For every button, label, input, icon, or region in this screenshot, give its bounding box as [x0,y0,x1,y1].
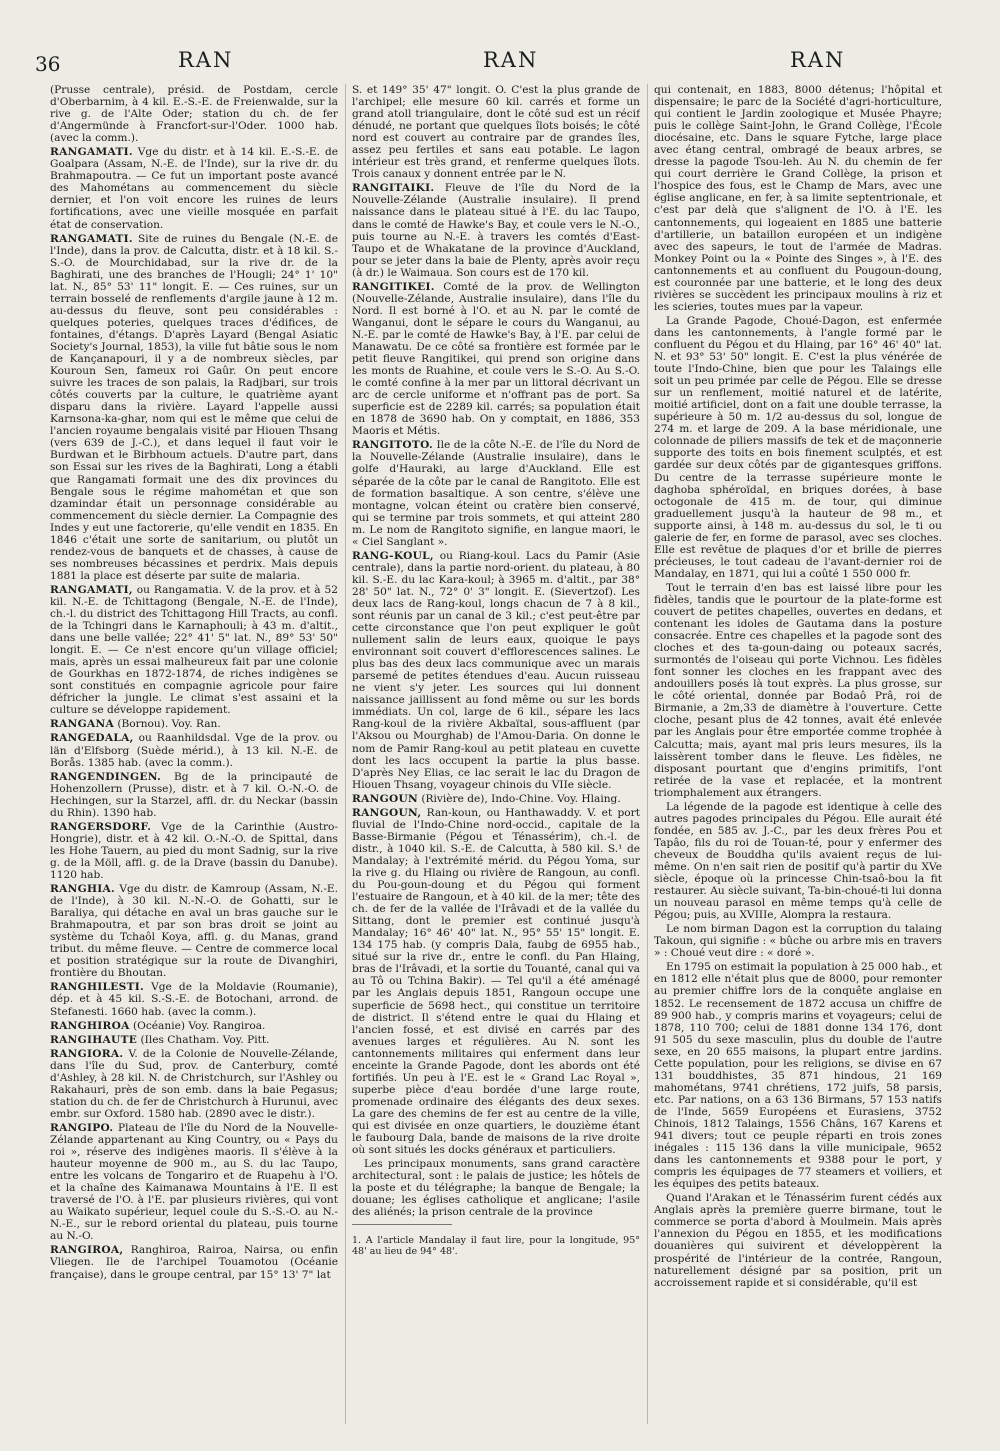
entry-text: ou Riang-koul. Lacs du Pamir (Asie centrale), dans la partie nord-orient. du plateau, à 80 kil. S.-E. du lac Kara-koul; à 3965 m. d'altit., par 38° 28' 50" lat. N., 72° 0' 3" longit. E. (Sievertzof). Les deux lacs de Rang-koul, longs chacun de 7 à 8 kil., sont réunis par un canal de 3 kil.; c'est peut-être par cette circonstance que l'on peut expliquer le goût nullement salin de leurs eaux, quoique le pays environnant soit couvert d'efflorescences salines. Le plus bas des deux lacs communique avec un marais parsemé de petites étendues d'eau. Aucun ruisseau ne vient s'y jeter. Les sources qui lui donnent naissance jaillissent au fond même ou sur les bords immédiats. Un col, large de 6 kil., sépare les lacs Rang-koul de la rivière Akbaïtal, sous-affluent (par l'Aksou ou Mourghab) de l'Amou-Daria. On donne le nom de Pamir Rang-koul au petit plateau en cuvette dont les lacs occupent la partie la plus basse. D'après Ney Elias, ce lac serait le lac du Dragon de Hiouen Thsang, voyageur chinois du VIIe siècle. [352,549,640,791]
entry-headword: RANGEDALA, [50,732,134,745]
entry-headword: RANG-KOUL, [352,549,434,562]
entry-headword: RANGAMATI, [50,583,133,596]
entry-text: (Rivière de), Indo-Chine. Voy. Hlaing. [418,792,621,805]
entry-headword: RANGHILESTI. [50,981,145,994]
dictionary-entry [50,771,338,819]
dictionary-entry [352,182,640,278]
page-header [30,48,960,88]
entry-text: Fleuve de l'île du Nord de la Nouvelle-Zélande (Australie insulaire). Il prend naissance dans le plateau situé à l'E. du lac Taupo, dans le comté de Hawke's Bay, et coule vers le N.-O., puis tourne au N.-E. à travers les comtés d'East-Taupo et de Whakatane de la province d'Auckland, pour se jeter dans la baie de Plenty, après avoir reçu (à dr.) le Waimaua. Son cours est de 170 kil. [352,182,640,279]
dictionary-entry [352,807,640,1156]
entry-text: ou Rangamatia. V. de la prov. et à 52 kil. N.-E. de Tchittagong (Bengale, N.-E. de l'Inde), ch.-l. du district des Tchittagong Hill Tracts, au confl. de la Tchingri dans le Karnaphouli; à 43 m. d'altit., dans une belle vallée; 22° 41' 5" lat. N., 89° 53' 50" longit. E. — Ce n'est encore qu'un village officiel; mais, après un essai malheureux fait par une colonie de Gourkhas en 1872-1874, de riches indigènes se sont constitués en compagnie agricole pour faire défricher la jungle. Le climat s'est assaini et la culture se développe rapidement. [50,583,338,717]
dictionary-entry [50,732,338,768]
entry-text: V. de la Colonie de Nouvelle-Zélande, dans l'île du Sud, prov. de Canterbury, comté d'Ashley, à 28 kil. N. de Christchurch, sur l'Ashley ou Rakahauri, près de son emb. dans la baie Pegasus; station du ch. de fer de Christchurch à Hurunui, avec embr. sur Oxford. 1580 hab. (2890 avec le distr.). [50,1047,338,1120]
dictionary-entry [50,146,338,230]
entry-headword: RANGANA [50,718,114,731]
entry-text: Vge du distr. de Kamroup (Assam, N.-E. de l'Inde), à 30 kil. N.-N.-O. de Gohatti, sur le Baraliya, qui détache en aval un bras gauche sur le Brahmapoutra, et par son bras droit se joint au système du Tchaôl Koya, affl. g. du Manas, grand tribut. du même fleuve. — Centre de commerce local et position stratégique sur la route de Divanghiri, frontière du Bhoutan. [50,883,338,980]
continued-text: (Prusse centrale), présid. de Postdam, cercle d'Oberbarnim, à 4 kil. E.-S.-E. de Freienwalde, sur la rive g. de l'Alte Oder; station du ch. de fer d'Angermünde à Francfort-sur-l'Oder. 1000 hab. (avec la comm.). [50,84,338,145]
paragraph: Les principaux monuments, sans grand caractère architectural, sont : le palais de justice; les hôtels de la poste et du télégraphe; la banque de Bengale; la douane; les églises catholique et anglicane; l'asile des aliénés; la prison centrale de la province [352,1158,640,1219]
dictionary-entry [50,1048,338,1120]
entry-text: (Océanie) Voy. Rangiroa. [129,1019,266,1032]
continued-text: S. et 149° 35' 47" longit. O. C'est la plus grande de l'archipel; elle mesure 60 kil. carrés et forme un grand atoll triangulaire, dont le côté sud est un récif dénudé, ne portant que quelques îlots boisés; le côté nord est couvert au contraire par de grandes îles, assez peu fertiles et sans eau potable. Le lagon intérieur est très grand, et renferme quelques îlots. Trois canaux y donnent entrée par le N. [352,84,640,181]
running-head-center: RAN [483,48,539,72]
column-divider [345,84,346,1424]
entry-text: Comté de la prov. de Wellington (Nouvelle-Zélande, Australie insulaire), dans l'île du Nord. Il est borné à l'O. et au N. par le comté de Wanganui, dont le sépare le cours du Wanganui, au N.-E. par le comté de Hawke's Bay, à l'E. par celui de Manawatu. De ce côté sa frontière est formée par le petit fleuve Rangitikei, qui prend son origine dans les monts de Ruahine, et coule vers le S.-O. Au S.-O. le comté confine à la mer par un littoral décrivant un arc de cercle uniforme et n'offrant pas de port. Sa superficie est de 2289 kil. carrés; sa population était en 1878 de 3690 hab. On y comptait, en 1886, 353 Maoris et Métis. [352,280,640,438]
paragraph: La Grande Pagode, Choué-Dagon, est enfermée dans les cantonnements, à l'angle formé par le confluent du Pégou et du Hlaing, par 16° 46' 40" lat. N. et 93° 53' 50" longit. E. C'est la plus vénérée de toute l'Indo-Chine, bien que pour les Talaings elle soit un peu primée par celle de Pégou. Elle se dresse sur un renflement, moitié naturel et de latérite, moitié artificiel, dont on a fait une double terrasse, la supérieure à 50 m. 1/2 au-dessus du sol, longue de 274 m. et large de 209. A la base méridionale, une colonnade de piliers massifs de tek et de maçonnerie supporte des toits en bois finement sculptés, et est gardée sur deux côtés par de gigantesques griffons. Du centre de la terrasse supérieure monte le daghoba sphéroïdal, en briques dorées, à base octogonale de 415 m. de tour, qui diminue graduellement jusqu'à la hauteur de 98 m., et supporte ainsi, à 148 m. au-dessus du sol, le ti ou galerie de fer, en forme de parasol, avec ses cloches. Elle est revêtue de plaques d'or et brille de pierres précieuses, le tout cadeau de l'avant-dernier roi de Mandalay, en 1871, qui lui a coûté 1 550 000 fr. [654,314,942,580]
entry-headword: RANGIORA. [50,1047,124,1060]
entry-text: Ranghiroa, Rairoa, Nairsa, ou enfin Vliegen. Ile de l'archipel Touamotou (Océanie française), dans le groupe central, par 15° 13' 7" lat [50,1244,338,1281]
entry-text: Plateau de l'île du Nord de la Nouvelle-Zélande appartenant au King Country, ou « Pays du roi », réserve des indigènes maoris. Il s'élève à la hauteur moyenne de 900 m., au S. du lac Taupo, entre les volcans de Tongariro et de Ruapehu à l'O. et la chaîne des Kaimanawa Mountains à l'E. Il est traversé de l'O. à l'E. par plusieurs rivières, qui vont au Waikato supérieur, lequel coule du S.-S.-O. au N.-N.-E., sur le rebord oriental du plateau, puis tourne au N.-O. [50,1121,338,1243]
dictionary-entry [50,1020,338,1032]
entry-headword: RANGIROA, [50,1244,124,1257]
entry-text: Ile de la côte N.-E. de l'île du Nord de la Nouvelle-Zélande (Australie insulaire), dans le golfe d'Hauraki, au large d'Auckland. Elle est séparée de la côte par le canal de Rangitoto. Elle est de formation basaltique. A son centre, s'élève une montagne, volcan éteint ou cratère bien conservé, qui se termine par trois sommets, et qui atteint 280 m. Le nom de Rangitoto signifie, en langue maori, le « Ciel Sanglant ». [352,439,640,548]
entry-text: (Bornou). Voy. Ran. [113,718,221,731]
entry-headword: RANGOUN, [352,806,422,819]
entry-text: Vge du distr. et à 14 kil. E.-S.-E. de Goalpara (Assam, N.-E. de l'Inde), sur la rive dr. du Brahmapoutra. — Ce fut un important poste avancé des Mahométans au commencement du siècle dernier, et l'on voit encore les ruines de leurs fortifications, avec une vieille mosquée en parfait état de conservation. [50,146,338,231]
dictionary-entry [50,821,338,881]
entry-headword: RANGERSDORF. [50,820,152,833]
text-column-1 [50,84,338,1439]
entry-text: Vge de la Moldavie (Roumanie), dép. et à 45 kil. S.-S.-E. de Botochani, arrond. de Stefanesti. 1660 hab. (avec la comm.). [50,981,338,1018]
entry-headword: RANGHIROA [50,1019,130,1032]
dictionary-entry [352,793,640,805]
text-column-2 [352,84,640,1439]
dictionary-entry [50,584,338,717]
paragraph: La légende de la pagode est identique à celle des autres pagodes principales du Pégou. Elle aurait été fondée, en 585 av. J.-C., par les deux frères Pou et Tapâo, fils du roi de Touan-té, pour y enfermer des cheveux de Bouddha qu'ils avaient reçus de lui-même. On n'en sait rien de positif qu'à partir du XVe siècle, époque où la princesse Chin-tsaô-bou la fit restaurer. Au siècle suivant, Ta-bin-choué-ti lui donna un nouveau parasol en même temps qu'à celle de Pégou; puis, au XVIIIe, Alompra la restaura. [654,800,942,922]
dictionary-entry [50,1034,338,1046]
entry-text: (Iles Chatham. Voy. Pitt. [137,1033,270,1046]
dictionary-entry [50,718,338,730]
dictionary-entry [50,1122,338,1242]
text-column-3 [654,84,942,1439]
paragraph: Tout le terrain d'en bas est laissé libre pour les fidèles, tandis que le pourtour de la plate-forme est couvert de petites chapelles, ouvertes en dedans, et contenant les idoles de Gautama dans la posture consacrée. Entre ces chapelles et la pagode sont des cloches et des ta-goun-daing ou poteaux sacrés, surmontés de l'oiseau qui porte Vichnou. Les fidèles font sonner les cloches en les frappant avec des andouillers posés là tout exprès. La plus grosse, sur le côté oriental, donnée par Bodaô Prâ, roi de Birmanie, a 2m,33 de diamètre à l'ouverture. Cette cloche, pesant plus de 42 tonnes, avait été enlevée par les Anglais pour être emportée comme trophée à Calcutta; mais, ayant mal pris leurs mesures, ils la laissèrent tomber dans le fleuve. Les fidèles, ne disposant pourtant que d'engins primitifs, l'ont retirée de la vase et replacée, et la montrent triomphalement aux étrangers. [654,581,942,799]
entry-text: Bg de la principauté de Hohenzollern (Prusse), distr. et à 7 kil. O.-N.-O. de Hechingen, sur la Starzel, affl. dr. du Neckar (bassin du Rhin). 1390 hab. [50,770,338,819]
dictionary-entry [50,883,338,979]
entry-text: Vge de la Carinthie (Austro-Hongrie), distr. et à 42 kil. O.-N.-O. de Spittal, dans les Hohe Tauern, au pied du mont Sadnig, sur la rive g. de la Möll, affl. g. de la Drave (bassin du Danube). 1120 hab. [50,820,338,881]
paragraph: Quand l'Arakan et le Ténassérim furent cédés aux Anglais après la première guerre birmane, tout le commerce se porta d'abord à Moulmein. Mais après l'annexion du Pégou en 1855, et les modifications douanières qui suivirent et développèrent la prospérité de l'intérieur de la contrée, Rangoun, naturellement désigné par sa position, prit un accroissement rapide et si considérable, qu'il est [654,1192,942,1289]
dictionary-entry [352,281,640,438]
footnote: 1. A l'article Mandalay il faut lire, pour la longitude, 95° 48' au lieu de 94° 48'. [352,1234,640,1257]
entry-headword: RANGAMATI. [50,146,133,159]
entry-headword: RANGIPO. [50,1121,114,1134]
dictionary-entry [50,233,338,582]
running-head-right: RAN [790,48,846,72]
dictionary-entry [50,1244,338,1280]
dictionary-entry [352,550,640,791]
paragraph: En 1795 on estimait la population à 25 000 hab., et en 1812 elle n'était plus que de 8000, pour remonter au premier chiffre lors de la conquête anglaise en 1852. Le recensement de 1872 accusa un chiffre de 89 900 hab., y compris marins et voyageurs; celui de 1878, 110 700; celui de 1881 donne 134 176, dont 91 505 du sexe masculin, plus du double de l'autre sexe, en 20 655 maisons, la plupart entre jardins. Cette population, pour les religions, se divise en 67 131 bouddhistes, 35 871 hindous, 21 169 mahométans, 9741 chrétiens, 172 juifs, 58 parsis, etc. Par nations, on a 63 136 Birmans, 57 153 natifs de l'Inde, 5659 Européens et Eurasiens, 3752 Chinois, 1812 Talaings, 1556 Châns, 167 Karens et 941 divers; tout ce peuple réparti en trois zones inégales : 115 136 dans la ville municipale, 9652 dans les cantonnements et 9388 pour le port, y compris les équipages de 77 steamers et voiliers, et les équipes des petits bateaux. [654,961,942,1191]
entry-headword: RANGITOTO. [352,439,433,452]
entry-text: Ran-koun, ou Hanthawaddy. V. et port fluvial de l'Indo-Chine nord-occid., capitale de la Basse-Birmanie (Pégou et Ténassérim), ch.-l. de distr., à 1040 kil. S.-E. de Calcutta, à 580 kil. S.¹ de Mandalay; à l'extrémité mérid. du Pégou Yoma, sur la rive g. du Hlaing ou rivière de Rangoun, au confl. du Pou-goun-doung et du Pégou qui forment l'estuaire de Rangoun, et à 40 kil. de la mer; tête des ch. de fer de la vallée de l'Irâvadi et de la vallée du Sittang, dont le premier est continué jusqu'à Mandalay; 16° 46' 40" lat. N., 95° 55' 15" longit. E. 134 175 hab. (y compris Dala, faubg de 6955 hab., situé sur la rive dr., entre le confl. du Pan Hlaing, bras de l'Irâvadi, et la sortie du Touanté, canal qui va au Tô ou Tchina Bakir). — Tel qu'il a été aménagé par les Anglais depuis 1851, Rangoun occupe une superficie de 5698 hect., qui constitue un territoire de district. Il s'étend entre le quai du Hlaing et l'ancien fossé, et est divisé en carrés par des avenues larges et régulières. Au N. sont les cantonnements militaires qui enferment dans leur enceinte la Grande Pagode, dont les abords ont été fortifiés. Un peu à l'E. est le « Grand Lac Royal », superbe pièce d'eau bordée d'une large route, promenade ordinaire des élégants des deux sexes. La gare des chemins de fer est au centre de la ville, qui est divisée en onze quartiers, le douzième étant le faubourg Dala, bande de maisons de la rive droite où sont situés les docks généraux et particuliers. [352,806,640,1157]
footnote-rule [352,1224,452,1225]
dictionary-entry [352,439,640,547]
entry-headword: RANGHIA. [50,883,116,896]
entry-text: Site de ruines du Bengale (N.-E. de l'Inde), dans la prov. de Calcutta, distr. et à 18 kil. S.-S.-O. de Mourchidabad, sur la rive dr. de la Baghirati, une des branches de l'Hougli; 24° 1' 10" lat. N., 85° 53' 11" longit. E. — Ces ruines, sur un terrain bosselé de renflements d'argile jaune à 12 m. au-dessus du fleuve, sont peu considérables : quelques poteries, quelques traces d'édifices, de fontaines, d'étangs. D'après Layard (Bengal Asiatic Society's Journal, 1853), la ville fut bâtie sous le nom de Kançanapouri, il y a de nombreux siècles, par Kouroun Sen, fameux roi Gaûr. On peut encore suivre les traces de son palais, la Radjbari, sur trois côtés couverts par la culture, le quatrième ayant disparu dans la rivière. Layard l'appelle aussi Karnsona-ka-ghar, nom qui est le même que celui de l'ancien royaume bengalais visité par Hiouen Thsang (vers 639 de J.-C.), et dans lequel il faut voir le Burdwan et le Birbhoum actuels. D'autre part, dans son Essai sur les rives de la Baghirati, Long a établi que Rangamati formait une des dix provinces du Bengale sous le régime mahométan et que son dzamindar était un personnage considérable au commencement du siècle dernier. La Compagnie des Indes y eut une factorerie, qu'elle vendit en 1835. En 1846 c'était une sorte de sanitarium, ou plutôt un rendez-vous de banquets et de chasses, à cause de ses nombreuses bécassines et perdrix. Mais depuis 1881 la place est déserte par suite de malaria. [50,232,338,582]
entry-headword: RANGAMATI. [50,232,133,245]
entry-headword: RANGOUN [352,792,419,805]
column-divider [647,84,648,1424]
entry-headword: RANGIHAUTE [50,1033,138,1046]
continued-text: qui contenait, en 1883, 8000 détenus; l'hôpital et dispensaire; le parc de la Société d'agri-horticulture, qui contient le Jardin zoologique et Musée Phayre; puis le collège Saint-John, le Grand Collège, l'École diocésaine, etc. Dans le square Fytche, large place avec étang central, ombragé de beaux arbres, se dresse la pagode Tsou-leh. Au N. du chemin de fer qui court derrière le Grand Collège, la prison et l'hospice des fous, est le Champ de Mars, avec une église anglicane, en fer, à sa limite septentrionale, et c'est par delà que s'alignent de l'O. à l'E. les cantonnements, qui logeaient en 1885 une batterie d'artillerie, un bataillon européen et un indigène avec des sapeurs, le tout de l'armée de Madras. Monkey Point ou la « Pointe des Singes », à l'E. des cantonnements et au confluent du Pougoun-doung, est couronnée par une batterie, et le long des deux rivières se succèdent les principaux moulins à riz et les scieries, toutes mues par la vapeur. [654,84,942,313]
dictionary-entry [50,981,338,1017]
running-head-left: RAN [178,48,234,72]
entry-text: ou Raanhildsdal. Vge de la prov. ou län d'Elfsborg (Suède mérid.), à 13 kil. N.-E. de Borås. 1385 hab. (avec la comm.). [50,732,338,769]
entry-headword: RANGITAIKI. [352,182,435,195]
column-2-body [352,84,640,1218]
entry-headword: RANGENDINGEN. [50,770,162,783]
paragraph: Le nom birman Dagon est la corruption du talaing Takoun, qui signifie : « bûche ou arbre mis en travers » : Choué veut dire : « doré ». [654,923,942,960]
page-number: 36 [35,52,61,76]
entry-headword: RANGITIKEI. [352,280,435,293]
